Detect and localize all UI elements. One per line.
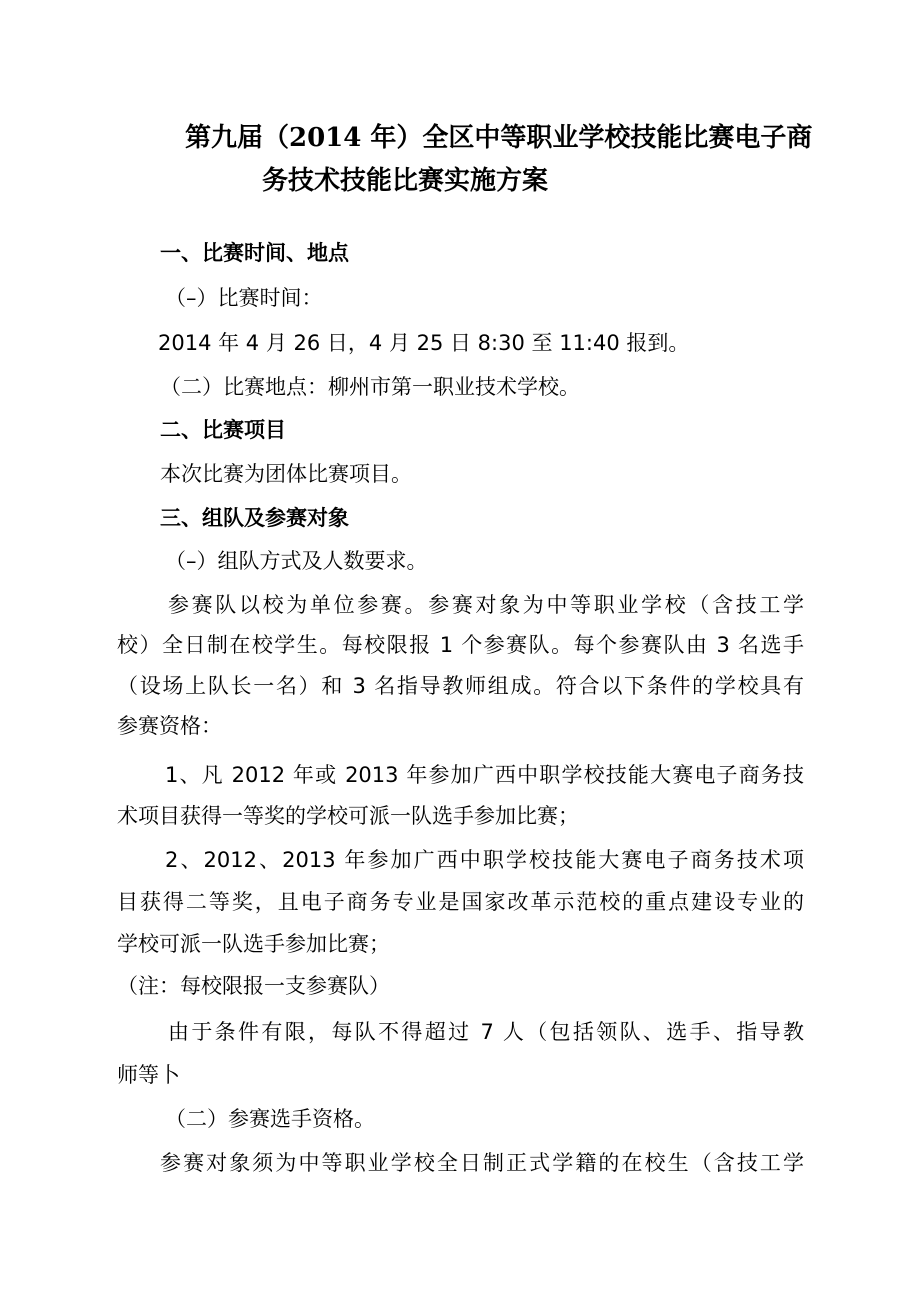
competition-time: 2014 年 4 月 26 日，4 月 25 日 8:30 至 11:40 报到。	[158, 331, 690, 355]
paragraph-1-line-4: 参赛资格：	[117, 714, 222, 738]
section-1-sub-1: （–）比赛时间：	[165, 286, 323, 310]
paragraph-1-line-2: 校）全日制在校学生。每校限报 1 个参赛队。每个参赛队由 3 名选手	[117, 633, 804, 657]
section-2-text: 本次比赛为团体比赛项目。	[160, 462, 412, 486]
doc-title-line-2: 务技术技能比赛实施方案	[262, 166, 549, 196]
paragraph-2-line-2: 师等卜	[117, 1063, 180, 1087]
item-1-line-2: 术项目获得一等奖的学校可派一队选手参加比赛；	[117, 804, 579, 828]
doc-title-line-1: 第九届（2014 年）全区中等职业学校技能比赛电子商	[185, 123, 813, 153]
item-1-line-1: 1、凡 2012 年或 2013 年参加广西中职学校技能大赛电子商务技	[165, 763, 804, 787]
item-2-line-2: 目获得二等奖，且电子商务专业是国家改革示范校的重点建设专业的	[117, 890, 804, 914]
section-3-sub-1: （–）组队方式及人数要求。	[165, 549, 428, 573]
section-1-heading: 一、比赛时间、地点	[160, 241, 349, 265]
item-2-line-3: 学校可派一队选手参加比赛；	[117, 932, 390, 956]
section-3-sub-2: （二）参赛选手资格。	[165, 1107, 375, 1131]
section-1-sub-2: （二）比赛地点：柳州市第一职业技术学校。	[160, 375, 580, 399]
paragraph-2-line-1: 由于条件有限，每队不得超过 7 人（包括领队、选手、指导教	[168, 1020, 804, 1044]
paragraph-3-line-1: 参赛对象须为中等职业学校全日制正式学籍的在校生（含技工学	[160, 1151, 804, 1175]
section-3-heading: 三、组队及参赛对象	[160, 506, 349, 530]
paragraph-1-line-3: （设场上队长一名）和 3 名指导教师组成。符合以下条件的学校具有	[117, 674, 804, 698]
paragraph-1-line-1: 参赛队以校为单位参赛。参赛对象为中等职业学校（含技工学	[168, 593, 804, 617]
note: （注：每校限报一支参赛队）	[117, 974, 390, 998]
section-2-heading: 二、比赛项目	[160, 418, 286, 442]
item-2-line-1: 2、2012、2013 年参加广西中职学校技能大赛电子商务技术项	[165, 848, 804, 872]
